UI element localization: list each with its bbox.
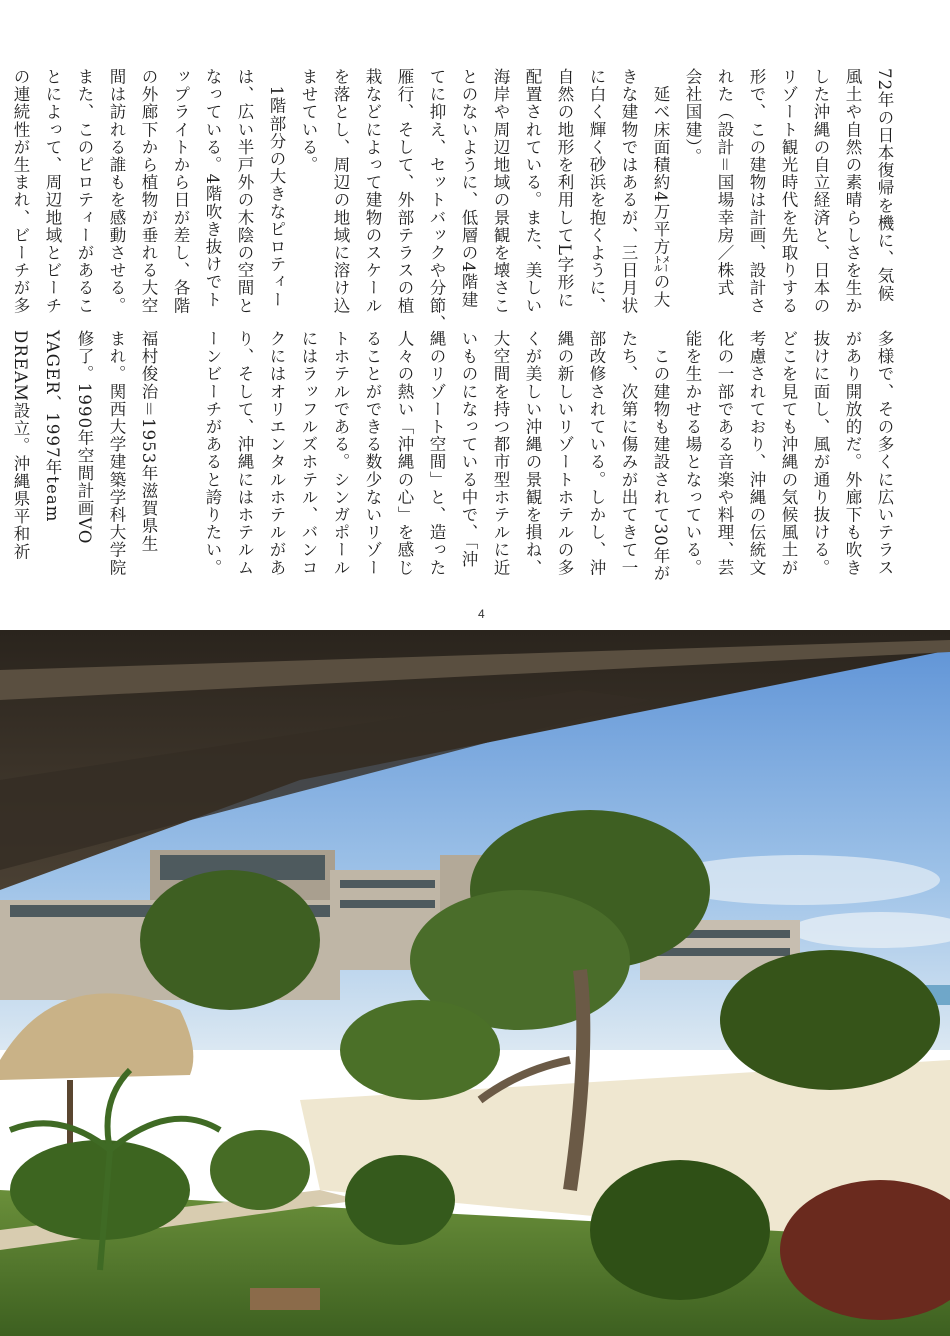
text-column: 風土や自然の素晴らしさを生か xyxy=(843,68,862,315)
text-column: れた（設計＝国場幸房／株式 xyxy=(715,68,734,297)
text-column: 会社国建）。 xyxy=(683,68,702,166)
text-column: 海岸や周辺地域の景観を壊さこ xyxy=(491,68,510,315)
text-column: とによって、周辺地域とビーチ xyxy=(43,68,62,315)
text-column: 配置されている。また、美しい xyxy=(523,68,542,315)
text-column: たち、次第に傷みが出てきて一 xyxy=(619,330,638,577)
text-column: DREAM設立。沖縄県平和祈 xyxy=(11,330,30,561)
text-column: 72年の日本復帰を機に、気候 xyxy=(875,68,894,303)
page-number: 4 xyxy=(478,607,485,621)
text-column: 1階部分の大きなピロティー xyxy=(267,68,286,309)
text-lower-columns xyxy=(0,330,900,602)
text-column: の外廊下から植物が垂れる大空 xyxy=(139,68,158,315)
text-column: まれ。関西大学建築学科大学院 xyxy=(107,330,126,577)
text-column: なっている。4階吹き抜けでト xyxy=(203,68,222,309)
text-column: 自然の地形を利用してL字形に xyxy=(555,68,574,309)
bench xyxy=(250,1288,320,1310)
text-column: 栽などによって建物のスケール xyxy=(363,68,382,315)
text-column: の連続性が生まれ、ビーチが多 xyxy=(11,68,30,315)
text-column: クにはオリエンタルホテルがあ xyxy=(267,330,286,577)
text-column: いものになっている中で、「沖 xyxy=(459,330,478,569)
text-column: 部改修されている。しかし、沖 xyxy=(587,330,606,577)
text-column: に白く輝く砂浜を抱くように、 xyxy=(587,68,606,315)
text-column: トホテルである。シンガポール xyxy=(331,330,350,577)
text-column: また、このピロティーがあるこ xyxy=(75,68,94,315)
text-column: 能を生かせる場となっている。 xyxy=(683,330,702,577)
text-column: 福村俊治＝1953年滋賀県生 xyxy=(139,330,158,553)
text-column: ることができる数少ないリゾー xyxy=(363,330,382,577)
text-column: どこを見ても沖縄の気候風土が xyxy=(779,330,798,577)
text-column: 間は訪れる誰もを感動させる。 xyxy=(107,68,126,315)
text-column: てに抑え、セットバックや分節、 xyxy=(427,68,446,332)
text-column: YAGER、1997年team xyxy=(43,330,62,523)
text-column: があり開放的だ。外廊下も吹き xyxy=(843,330,862,577)
text-column: 化の一部である音楽や料理、芸 xyxy=(715,330,734,577)
text-column: した沖縄の自立経済と、日本の xyxy=(811,68,830,315)
text-column: きな建物ではあるが、三日月状 xyxy=(619,68,638,315)
text-column: 考慮されており、沖縄の伝統文 xyxy=(747,330,766,577)
article-text xyxy=(11,60,900,620)
text-column: 修了。1990年空間計画VO xyxy=(75,330,94,545)
text-column: 形で、この建物は計画、設計さ xyxy=(747,68,766,315)
text-column: は、広い半戸外の木陰の空間と xyxy=(235,68,254,315)
text-column: ませている。 xyxy=(299,68,318,174)
text-column: 大空間を持つ都市型ホテルに近 xyxy=(491,330,510,577)
text-column: 延べ床面積約4万平方㍍の大 xyxy=(651,68,670,309)
text-column: リゾート観光時代を先取りする xyxy=(779,68,798,315)
text-column: とのないように、低層の4階建 xyxy=(459,68,478,309)
text-column: 雁行、そして、外部テラスの植 xyxy=(395,68,414,315)
text-column: 縄の新しいリゾートホテルの多 xyxy=(555,330,574,577)
text-column: ップライトから日が差し、各階 xyxy=(171,68,190,315)
text-column: にはラッフルズホテル、バンコ xyxy=(299,330,318,577)
text-column: 人々の熱い「沖縄の心」を感じ xyxy=(395,330,414,577)
hotel-photo xyxy=(0,630,950,1336)
text-column: を落とし、周辺の地域に溶け込 xyxy=(331,68,350,315)
text-column xyxy=(164,330,196,602)
text-column: ーンビーチがあると誇りたい。 xyxy=(203,330,222,577)
text-column: くが美しい沖縄の景観を損ね、 xyxy=(523,330,542,577)
text-column: 抜けに面し、風が通り抜ける。 xyxy=(811,330,830,577)
text-upper-columns xyxy=(0,68,900,346)
text-column: この建物も建設されて30年が xyxy=(651,330,670,582)
text-column: 多様で、その多くに広いテラス xyxy=(875,330,894,577)
text-column: 縄のリゾート空間」と、造った xyxy=(427,330,446,577)
text-column: り、そして、沖縄にはホテルム xyxy=(235,330,254,577)
